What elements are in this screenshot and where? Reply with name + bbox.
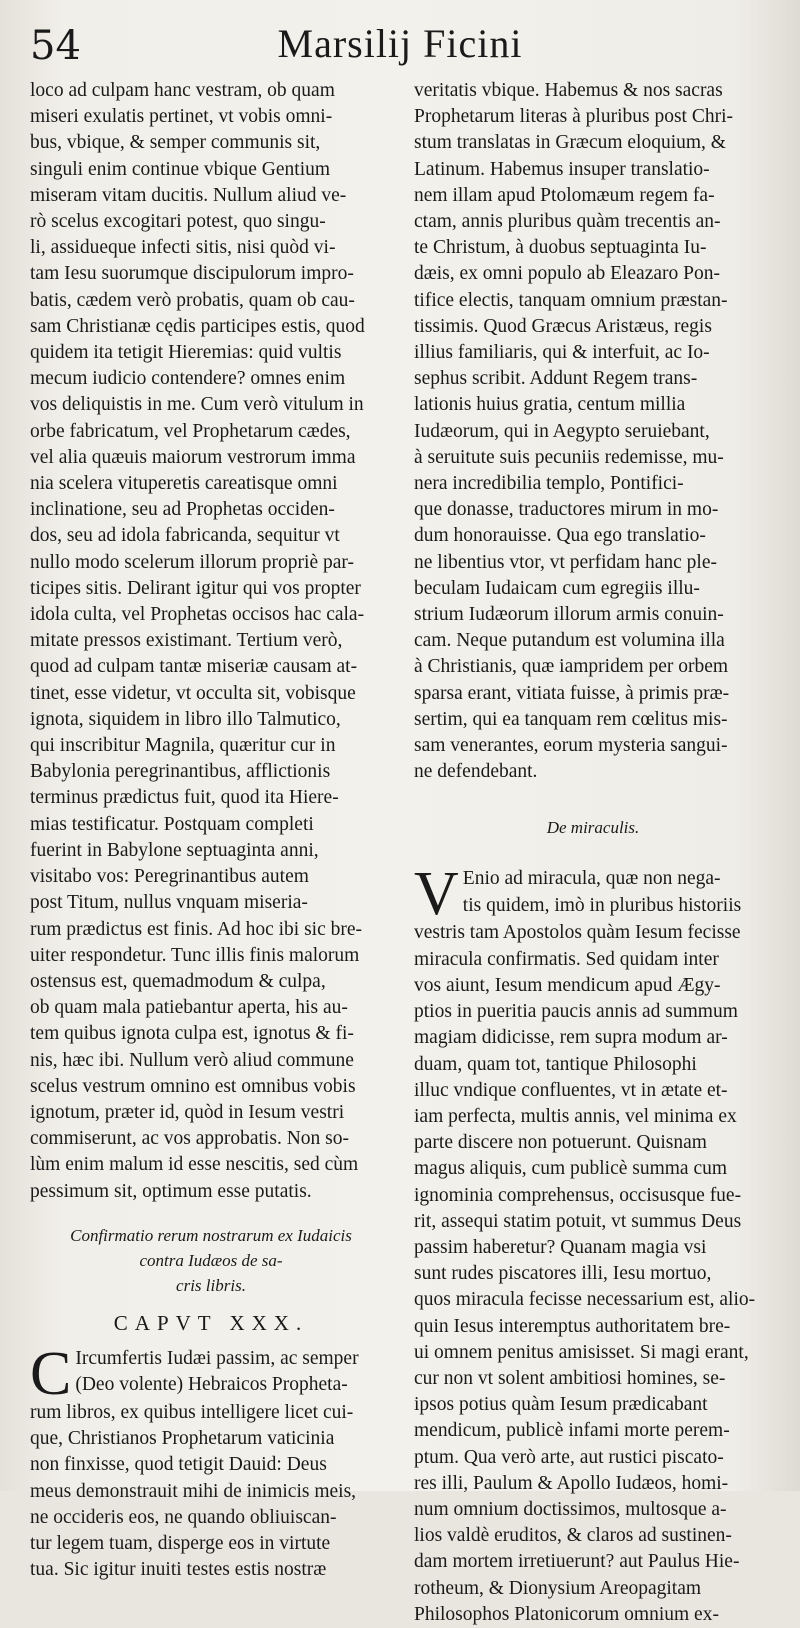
text-line: magus aliquis, cum publicè summa cum (414, 1158, 728, 1180)
text-line: rit, assequi statim potuit, vt summus Deus (414, 1210, 742, 1232)
text-line: tinet, esse videtur, vt occulta sit, vobisque (30, 682, 356, 704)
text-line: sunt rudes piscatores illi, Iesu mortuo, (414, 1263, 712, 1285)
text-line: stum translatas in Græcum eloquium, & (414, 132, 726, 154)
section-subhead-de-miraculis: De miraculis. (546, 818, 640, 838)
text-line: ne defendebant. (414, 761, 538, 783)
text-line: ui omnem penitus amisisset. Si magi erant, (414, 1341, 749, 1363)
text-line: tur legem tuam, disperge eos in virtute (30, 1532, 331, 1554)
drop-cap-c: C (30, 1339, 72, 1408)
text-line: ptum. Qua verò arte, aut rustici piscato- (414, 1446, 724, 1468)
text-line: (Deo volente) Hebraicos Propheta- (75, 1374, 348, 1396)
text-line: quidem ita tetigit Hieremias: quid vultis (30, 342, 342, 364)
text-line: vel alia quæuis maiorum vestrorum imma (30, 446, 356, 468)
text-line: dam mortem irretiuerunt? aut Paulus Hie- (414, 1551, 740, 1573)
right-paragraph-1 (414, 78, 772, 785)
text-line: uiter respondetur. Tunc illis finis malorum (30, 944, 360, 966)
text-line: post Titum, nullus vnquam miseria- (30, 892, 308, 914)
text-line: quos miracula fecisse necessarium est, alio- (414, 1289, 756, 1311)
text-line: lios valdè eruditos, & claros ad sustinen- (414, 1525, 732, 1547)
text-line: ne libentius vtor, vt perfidam hanc ple- (414, 551, 718, 573)
text-line: cur non vt solent ambitiosi homines, se- (414, 1367, 726, 1389)
text-line: vestris tam Apostolos quàm Iesum fecisse (414, 922, 741, 944)
text-line: sparsa erant, vitiata fuisse, à primis præ- (414, 682, 730, 704)
text-line: beculam Iudaicam cum egregiis illu- (414, 577, 700, 599)
left-paragraph-1 (30, 78, 392, 1205)
text-line: quin Iesus interemptus authoritatem bre- (414, 1315, 731, 1337)
text-line: ostensus est, quemadmodum & culpa, (30, 970, 326, 992)
text-line: Confirmatio rerum nostrarum ex Iudaicis (70, 1225, 352, 1245)
text-line: iam perfecta, multis annis, vel minima ex (414, 1105, 737, 1127)
text-line: inclinatione, seu ad Prophetas occiden- (30, 499, 335, 521)
text-line: terminus prædictus fuit, quod ita Hiere- (30, 787, 339, 809)
text-line: rò scelus excogitari potest, quo singu- (30, 211, 326, 233)
text-line: idola culta, vel Prophetas occisos hac cala- (30, 604, 365, 626)
text-line: Prophetarum literas à pluribus post Chri- (414, 106, 733, 128)
text-line: num omnium doctissimos, multosque a- (414, 1498, 727, 1520)
text-line: sam venerantes, eorum mysteria sangui- (414, 735, 728, 757)
text-line: que donasse, traductores mirum in mo- (414, 499, 719, 521)
text-line: miseri exulatis pertinet, vt vobis omni- (30, 106, 333, 128)
text-line: illius familiaris, qui & interfuit, ac Io- (414, 342, 710, 364)
text-line: quod ad culpam tantæ miseriæ causam at- (30, 656, 358, 678)
text-line: passim haberetur? Quanam magia vsi (414, 1236, 707, 1258)
text-line: Babylonia peregrinantibus, afflictionis (30, 761, 331, 783)
text-line: ignotum, præter id, quòd in Iesum vestri (30, 1101, 345, 1123)
text-line: dos, seu ad idola fabricanda, sequitur vt (30, 525, 340, 547)
text-line: fuerint in Babylone septuaginta anni, (30, 839, 319, 861)
text-line: parte discere non potuerunt. Quisnam (414, 1132, 707, 1154)
text-line: batis, cædem verò probatis, quam ob cau- (30, 289, 355, 311)
text-line: vos deliquistis in me. Cum verò vitulum in (30, 394, 364, 416)
text-line: duam, quam tot, tantique Philosophi (414, 1053, 697, 1075)
text-line: ignominia comprehensus, occisusque fue- (414, 1184, 742, 1206)
text-line: nem illam apud Ptolomæum regem fa- (414, 184, 715, 206)
left-paragraph-2 (30, 1339, 392, 1583)
text-line: Philosophos Platonicorum omnium ex- (414, 1603, 719, 1625)
text-line: lùm enim malum id esse nescitis, sed cùm (30, 1154, 359, 1176)
text-line: res illi, Paulum & Apollo Iudæos, homi- (414, 1472, 729, 1494)
text-line: tem quibus ignota culpa est, ignotus & fi- (30, 1023, 354, 1045)
text-line: que, Christianos Prophetarum vaticinia (30, 1428, 335, 1450)
text-line: rotheum, & Dionysium Areopagitam (414, 1577, 702, 1599)
chapter-heading: CAPVT XXX. (113, 1310, 309, 1335)
text-line: rum prædictus est finis. Ad hoc ibi sic bre- (30, 918, 362, 940)
text-line: rum libros, ex quibus intelligere licet cui- (30, 1401, 354, 1423)
text-line: orbe fabricatum, vel Prophetarum cædes, (30, 420, 351, 442)
text-line: tam Iesu suorumque discipulorum impro- (30, 263, 354, 285)
text-line: contra Iudæos de sa- (139, 1250, 283, 1270)
text-line: meus demonstrauit mihi de inimicis meis, (30, 1480, 357, 1502)
text-line: ipsos potius quàm Iesum prædicabant (414, 1394, 708, 1416)
text-line: tifice electis, tanquam omnium præstan- (414, 289, 728, 311)
text-line: strium Iudæorum illorum armis conuin- (414, 604, 724, 626)
text-line: mias testificatur. Postquam completi (30, 813, 314, 835)
text-line: non finxisse, quod tetigit Dauid: Deus (30, 1454, 327, 1476)
text-line: ignota, siquidem in libro illo Talmutico, (30, 708, 341, 730)
text-line: te Christum, à duobus septuaginta Iu- (414, 237, 707, 259)
text-line: magiam didicisse, rem supra modum ar- (414, 1027, 728, 1049)
text-line: loco ad culpam hanc vestram, ob quam (30, 80, 335, 101)
text-line: mendicum, publicè infami morte perem- (414, 1420, 730, 1442)
text-line: bus, vbique, & semper communis sit, (30, 132, 321, 154)
text-line: commiserunt, ac vos approbatis. Non so- (30, 1128, 349, 1150)
text-line: qui inscribitur Magnila, quæritur cur in (30, 735, 336, 757)
text-line: dum honorauisse. Qua ego translatio- (414, 525, 706, 547)
left-column (30, 78, 392, 1583)
text-line: Enio ad miracula, quæ non nega- (462, 868, 721, 890)
text-line: miseram vitam ducitis. Nullum aliud ve- (30, 184, 347, 206)
text-line: dæis, ex omni populo ab Eleazaro Pon- (414, 263, 720, 285)
text-line: nia scelera vituperetis careatisque omni (30, 473, 338, 495)
text-line: ctam, annis pluribus quàm trecentis an- (414, 211, 721, 233)
text-line: ticipes sitis. Delirant igitur qui vos propter (30, 577, 361, 599)
text-line: nera incredibilia templo, Pontifici- (414, 473, 684, 495)
text-line: li, assidueque infecti sitis, nisi quòd vi- (30, 237, 336, 259)
text-line: tua. Sic igitur inuiti testes estis nostræ (30, 1559, 327, 1581)
text-line: cam. Neque putandum est volumina illa (414, 630, 725, 652)
text-line: vos aiunt, Iesum mendicum apud Ægy- (414, 974, 721, 996)
text-line: ne occideris eos, ne quando obliuiscan- (30, 1506, 337, 1528)
text-line: visitabo vos: Peregrinantibus autem (30, 866, 309, 888)
text-line: singuli enim continue vbique Gentium (30, 158, 331, 180)
text-line: sertim, qui ea tanquam rem cœlitus mis- (414, 708, 728, 730)
text-line: sam Christianæ cędis participes estis, quod (30, 315, 365, 337)
text-line: tis quidem, imò in pluribus historiis (462, 894, 742, 916)
text-line: pessimum sit, optimum esse putatis. (30, 1180, 312, 1202)
text-line: veritatis vbique. Habemus & nos sacras (414, 80, 723, 101)
text-line: Latinum. Habemus insuper translatio- (414, 158, 710, 180)
text-line: à Christianis, quæ iampridem per orbem (414, 656, 729, 678)
right-paragraph-2 (414, 860, 772, 1627)
text-line: cris libris. (176, 1275, 246, 1295)
text-line: nis, hæc ibi. Nullum verò aliud commune (30, 1049, 354, 1071)
section-subhead-confirmatio (30, 1223, 392, 1298)
right-column (414, 78, 772, 1628)
text-line: miracula confirmatis. Sed quidam inter (414, 948, 719, 970)
running-head: Marsilij Ficini (277, 21, 523, 66)
text-line: mitate pressos existimant. Tertium verò, (30, 630, 343, 652)
text-line: lationis huius gratia, centum millia (414, 394, 686, 416)
text-line: sephus scribit. Addunt Regem trans- (414, 368, 698, 390)
drop-cap-v: V (414, 860, 459, 929)
text-line: Ircumfertis Iudæi passim, ac semper (75, 1347, 359, 1369)
text-line: ob quam mala patiebantur aperta, his au- (30, 997, 348, 1019)
text-line: tissimis. Quod Græcus Aristæus, regis (414, 315, 712, 337)
text-line: illuc vndique confluentes, vt in ætate et- (414, 1079, 728, 1101)
text-line: à seruitute suis pecuniis redemisse, mu- (414, 446, 724, 468)
text-line: nullo modo scelerum illorum propriè par- (30, 551, 354, 573)
text-line: scelus vestrum omnino est omnibus vobis (30, 1075, 356, 1097)
text-line: Iudæorum, qui in Aegypto seruiebant, (414, 420, 710, 442)
page-number: 54 (30, 23, 81, 69)
text-line: ptios in pueritia paucis annis ad summum (414, 1001, 738, 1023)
text-line: mecum iudicio contendere? omnes enim (30, 368, 346, 390)
